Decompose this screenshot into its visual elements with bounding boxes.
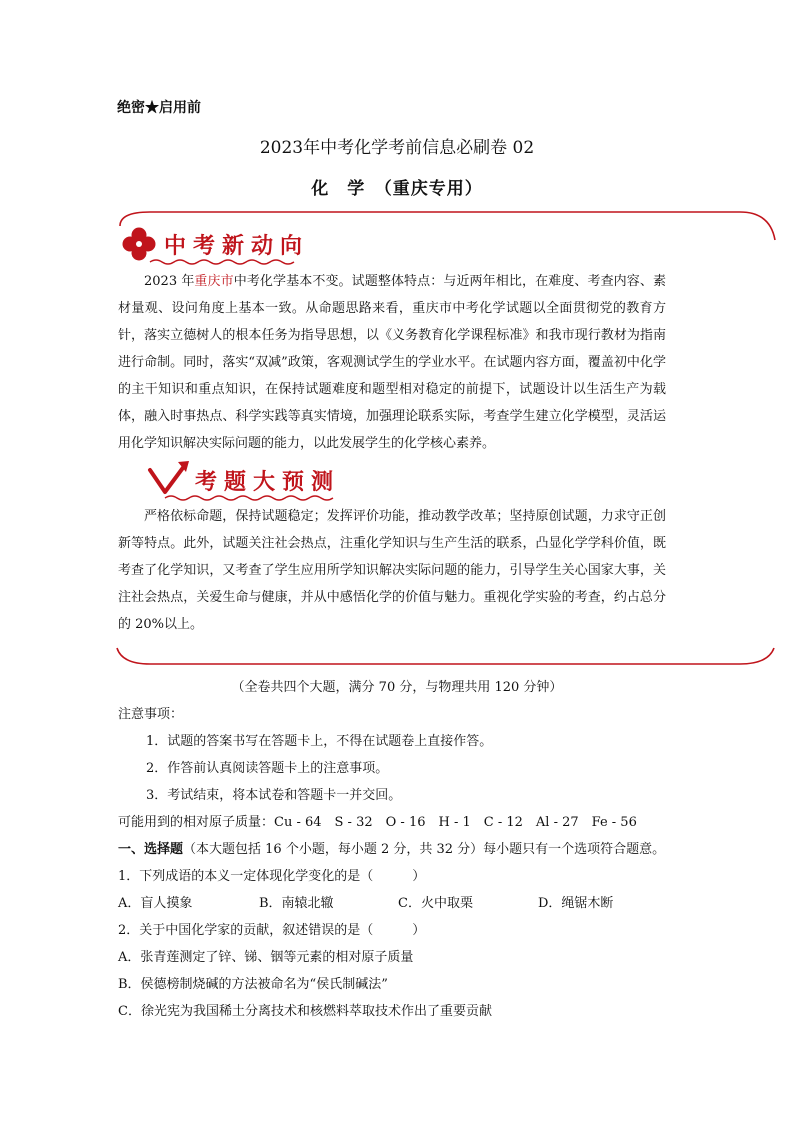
question-option: B．南辕北辙	[259, 896, 334, 911]
atomic-masses: 可能用到的相对原子质量：Cu - 64 S - 32 O - 16 H - 1 C - 12 Al - 27 Fe - 56	[118, 815, 637, 830]
question-option: A．盲人摸象	[118, 896, 193, 911]
notice-item: 3．考试结束，将本试卷和答题卡一并交回。	[146, 788, 402, 803]
question-stem: 1．下列成语的本义一定体现化学变化的是（ ）	[118, 869, 426, 884]
prediction-paragraph: 严格依标命题，保持试题稳定；发挥评价功能，推动教学改革；坚持原创试题，力求守正创新等特点。此外，试题关注社会热点，注重化学知识与生产生活的联系，凸显化学学科价值，既考查了化学知识，又考查了学生应用所学知识解决实际问题的能力，引导学生关心国家大事，关注社会热点，关爱生命与健康，并从中感悟化学的价值与魅力。重视化学实验的考查，约占总分的 20%以上。	[118, 509, 666, 632]
exam-title: 2023年中考化学考前信息必刷卷 02	[259, 138, 535, 158]
section-heading-prediction: 考题大预测	[195, 470, 341, 495]
section-one-label: 一、选择题	[118, 842, 184, 857]
notice-item: 1．试题的答案书写在答题卡上，不得在试题卷上直接作答。	[146, 734, 493, 749]
confidential-label: 绝密★启用前	[117, 100, 201, 116]
question-option: C．火中取栗	[398, 896, 473, 911]
check-arrow-icon	[150, 461, 189, 492]
flower-icon	[123, 228, 156, 261]
trends-paragraph	[118, 268, 666, 457]
question-option: C．徐光宪为我国稀土分离技术和核燃料萃取技术作出了重要贡献	[118, 1004, 492, 1019]
trends-text-post: 中考化学基本不变。试题整体特点：与近两年相比，在难度、考查内容、素材量观、设问角度上基本一致。从命题思路来看，重庆市中考化学试题以全面贯彻党的教育方针，落实立德树人的根本任务为指导思想，以《义务教育化学课程标准》和我市现行教材为指南进行命制。同时，落实“双减”政策，客观测试学生的学业水平。在试题内容方面，覆盖初中化学的主干知识和重点知识，在保持试题难度和题型相对稳定的前提下，试题设计以生活生产为载体，融入时事热点、科学实践等真实情境，加强理论联系实际，考查学生建立化学模型，灵活运用化学知识解决实际问题的能力，以此发展学生的化学核心素养。	[118, 274, 666, 451]
exam-subtitle: 化 学 （重庆专用）	[311, 179, 483, 199]
question-option: A．张青莲测定了锌、锑、铟等元素的相对原子质量	[118, 950, 414, 965]
exam-summary: （全卷共四个大题，满分 70 分，与物理共用 120 分钟）	[231, 680, 563, 695]
trends-text-highlight: 重庆市	[194, 274, 234, 289]
section-heading-trends: 中考新动向	[164, 234, 310, 259]
notice-title: 注意事项：	[118, 707, 184, 722]
question-option: D．绳锯木断	[538, 896, 614, 911]
section-one-header	[118, 838, 665, 857]
notice-item: 2．作答前认真阅读答题卡上的注意事项。	[146, 761, 389, 776]
section-one-desc: （本大题包括 16 个小题，每小题 2 分，共 32 分）每小题只有一个选项符合题意。	[183, 842, 666, 857]
question-stem: 2．关于中国化学家的贡献，叙述错误的是（ ）	[118, 923, 426, 938]
question-option: B．侯德榜制烧碱的方法被命名为“侯氏制碱法”	[118, 977, 388, 992]
trends-text-pre: 2023 年	[144, 274, 195, 289]
